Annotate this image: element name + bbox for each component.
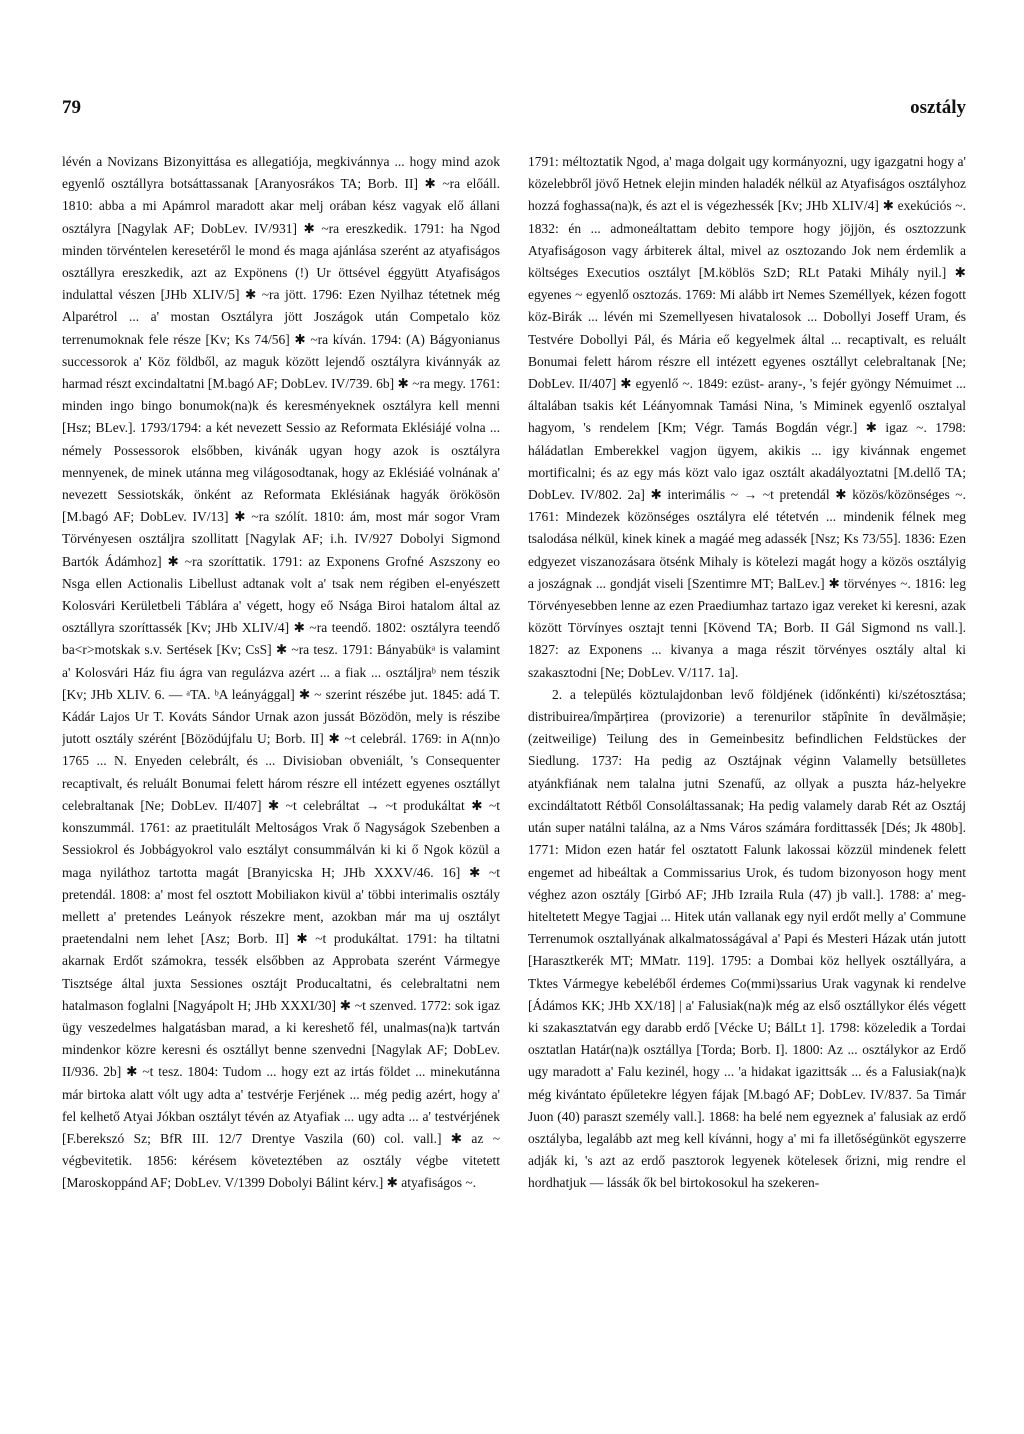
entry-paragraph: 1791: méltoztatik Ngod, a' maga dolgait ugy kormányozni, ugy igazgatni hogy a' közelebbről jövő Hetnek elejin minden haladék nélkül az Atyafiságos osztályhoz hozzá foghassa(na)k, és azt el is végezhessék [Kv; JHb XLIV/4] ✱ exekúciós ~. 1832: én ... admoneáltattam debito tempore hogy jöjjön, és osztozzunk Atyafiságoson vagy árbiterek által, mivel az osztozando Jok nem érdemlik a költséges Executios osztályt [M.köblös SzD; RLt Pataki Mihály nyil.] ✱ egyenes ~ egyenlő osztozás. 1769: Mi alább irt Nemes Személlyek, kézen fogott köz-Birák ... lévén mi Szemellyesen hivatalosok ... Dobollyi Joseff Uram, és Testvére Dobollyi Pál, és Mária eő kegyelmek által ... recaptivalt, es reluált Bonumai felett három részre ell intézett egyenes osztállyt celebraltanak [Ne; DobLev. II/407] ✱ egyenlő ~. 1849: ezüst- arany-, 's fejér gyöngy Némuimet ... általában tsakis két Léányomnak Tamási Nina, 's Miminek egyenlő osztalyal hagyom, 's rendelem [Km; Végr. Tamás Bogdán végr.] ✱ igaz ~. 1798: háládatlan Emberekkel vagjon ügyem, akikis ... igy kivánnak engemet mortificalni; és az egy más közt valo igaz osztált akadályoztatni [M.dellő TA; DobLev. IV/802. 2a] ✱ interimális ~ → ~t pretendál ✱ közös/közönséges ~. 1761: Mindezek közönséges osztályra elé tétetvén ... mindenik félnek meg tsalodása nélkül, kinek kinek a magáé meg adassék [Nsz; Ks 73/55]. 1836: Ezen edgyezet viszanozásara ötsénk Mihaly is kötelezi magát hogy a közös osztályig a joszágnak ... gondját viseli [Szentimre MT; BalLev.] ✱ törvényes ~. 1816: leg Törvényesebben lenne az ezen Praediumhaz tartazo igaz vereket ki keresni, azak között Törvínyes osztajt tenni [Kövend TA; Borb. II Gál Sigmond ns vall.]. 1827: az Exponens ... kivanya a maga részit törvényes osztály altal ki szakasztodni [Ne; DobLev. V/117. 1a]. — [528, 154, 966, 680]
page-header — [62, 95, 966, 135]
page-number: 79 — [62, 97, 81, 118]
sense-paragraph: 2. a település köztulajdonban levő földjének (időnkénti) ki/szétosztása; distribuirea/împărțirea (provizorie) a terenurilor stăpînite în devălmășie; (zeitweilige) Teilung des in Gemeinbesitz befindlichen Feldstückes der Siedlung. 1737: Ha pedig az Osztájnak véginn Valamelly betsülletes atyánkfiának nem talalna jutni Szenafű, az ollyak a puszta ház-helyekre excindáltatott Rétből Consoláltassanak; Ha pedig valamely darab Rét az Osztáj után super natálni találna, az a Nms Város számára fordittassék [Dés; Jk 480b]. 1771: Midon ezen határ fel osztatott Falunk lakossai közzül mindenek felett engemet ad hibeáltak a Commissarius Urok, és tudom bizonyoson hogy ment véghez azon osztály [Girbó AF; JHb Izraila Rula (47) jb vall.]. 1788: a' meg-hiteltetett Megye Tagjai ... Hitek után vallanak egy nyil erdőt melly a' Commune Terrenumok osztallyának alkalmatosságával a' Papi és Mesteri Házak után jutott [Harasztkerék MT; MMatr. 119]. 1795: a Dombai köz hellyek osztállyára, a Tktes Vármegye kebeléből érdemes Co(mmi)ssarius Urak vagynak ki rendelve [Ádámos KK; JHb XX/18] | a' Falusiak(na)k még az első osztállykor élés végett ki szakasztatván egy darabb erdő [Vécke U; BálLt 1]. 1798: közeledik a Tordai osztatlan Határ(na)k osztállya [Torda; Borb. I]. 1800: Az ... osztálykor az Erdő ugy maradott a' Falu kezinél, hogy ... 'a hidakat igazittsák ... és a Falusiak(na)k még kivántato épűletekre légyen fájak [M.bagó AF; DobLev. IV/837. 5a Timár Juon (40) paraszt személy vall.]. 1868: ha belé nem egyeznek a' falusiak az erdő osztályba, legalább azt meg kell kívánni, hogy a' mi fa illetőségünköt egyszerre adják ki, 's azt az erdő pasztorok legyenek kötelesek őrizni, mig rendre el hordhatjuk — lássák ők bel birtokosokul ha szekeren- — [528, 686, 966, 1191]
entry-paragraph: lévén a Novizans Bizonyittása es allegatiója, megkivánnya ... hogy mind azok egyenlő osztállyra botsáttassanak [Aranyosrákos TA; Borb. II] ✱ ~ra előáll. 1810: abba a mi Apámrol maradott akar melj orában kész vagyak elő állani osztályra [Nagylak AF; DobLev. IV/931] ✱ ~ra ereszkedik. 1791: ha Ngod minden törvéntelen keresetéről le mond és maga ajánlása szerént az atyafiságos osztállyra ereszkedik, azt az Expönens (!) Ur öttsével éggyütt Atyafiságos indulattal vészen [JHb XLIV/5] ✱ ~ra jött. 1796: Ezen Nyilhaz tétetnek még Alparétrol ... a' mostan Osztályra jött Joszágok után Competalo köz terrenumoknak fele része [Kv; Ks 74/56] ✱ ~ra kíván. 1794: (A) Bágyonianus successorok a' Köz földből, az maguk között lejendő osztályra kivánnyák az harmad részt excindaltatni [M.bagó AF; DobLev. IV/739. 6b] ✱ ~ra megy. 1761: minden ingo bingo bonumok(na)k és keresményeknek osztályra kell menni [Hsz; BLev.]. 1793/1794: a két nevezett Sessio az Reformata Eklésiájé volna ... némely Possessorok elsőbben, kivánák ugyan hogy azok is osztályra mennyenek, de minek utánna meg világosodtanak, hogy az Eklésiáé volnának a' nevezett Sessiotskák, önként az Reformata Eklésiának hagyák örökösön [M.bagó AF; DobLev. IV/13] ✱ ~ra szólít. 1810: ám, most már sogor Vram Törvényesen osztáljra szollitatt [Nagylak AF; i.h. IV/927 Dobolyi Sigmond Bartók Ádámhoz] ✱ ~ra szoríttatik. 1791: az Exponens Grofné Aszszony eo Nsga ellen Actionalis Libellust adtanak volt a' tsak nem régiben el-enyészett Kolosvári Kerületbeli Táblára a' végett, hogy eő Nsága Biroi hatalom által az osztállyra szoríttassék [Kv; JHb XLIV/4] ✱ ~ra teendő. 1802: osztályra teendő ba<r>motskak s.v. Sertések [Kv; CsS] ✱ ~ra tesz. 1791: Bányabükᵃ is valamint a' Kolosvári Ház fiu ágra van regulázva azért ... a fiak ... osztáljraᵇ nem tészik [Kv; JHb XLIV. 6. — ᵃTA. ᵇA leányággal] ✱ ~ szerint részébe jut. 1845: adá T. Kádár Lajos Ur T. Kováts Sándor Urnak azon jussát Bözödön, mely is részibe jutott osztály szérént [Bözödújfalu U; Borb. II] ✱ ~t celebrál. 1769: in A(nn)o 1765 ... N. Enyeden celebrált, és ... Divisioban obveniált, 's Consequenter recaptivalt, és reluált Bonumai felett három részre ell intézett egyenes osztállyt celebraltanak [Ne; DobLev. II/407] ✱ ~t celebráltat → ~t produkáltat ✱ ~t konszummál. 1761: az praetitulált Meltoságos Vrak ő Nagyságok Szebenben a Sessiokrol és Jobbágyokrol valo esztályt consummálván ki ki ő Ngok közül a maga nyiláthoz tartotta magát [Branyicska H; JHb XXXV/46. 16] ✱ ~t pretendál. 1808: a' most fel osztott Mobiliakon kivül a' többi interimalis osztály mellett a' pretendes Leányok részekre ment, azokban már ma uj osztályt praetendalni nem lehet [Asz; Borb. II] ✱ ~t produkáltat. 1791: ha tiltatni akarnak Erdőt számokra, tessék elsőbben az Approbata szerént Vármegye Tisztsége által juxta Sessiones osztájt Producaltatni, és celebraltatni nem hatalmason foglalni [Nagyápolt H; JHb XXXI/30] ✱ ~t szenved. 1772: sok igaz ügy veszedelmes halgatásban marad, a ki kereshető fél, unalmas(na)k tartván mindenkor közre keresni és osztállyt benne szenvedni [Nagylak AF; DobLev. II/936. 2b] ✱ ~t tesz. 1804: Tudom ... hogy ezt az irtás földet ... minekutánna már birtoka alatt vólt ugy adta a' testvérje Ferjének ... még pedig azért, hogy a' fel kelhető Atyai Jókban osztályt tévén az Atyafiak ... ugy adta ... a' testvérjének [F.berekszó Sz; BfR III. 12/7 Drentye Vaszila (60) col. vall.] ✱ az ~ végbevitetik. 1856: kérésem követeztében az osztály végbe vitetett [Maroskoppánd AF; DobLev. V/1399 Dobolyi Bálint kérv.] ✱ atyafiságos ~. — [62, 154, 500, 1191]
dictionary-page — [62, 95, 966, 1395]
left-column — [62, 151, 500, 1391]
running-headword: osztály — [910, 97, 966, 118]
right-column — [528, 151, 966, 1391]
